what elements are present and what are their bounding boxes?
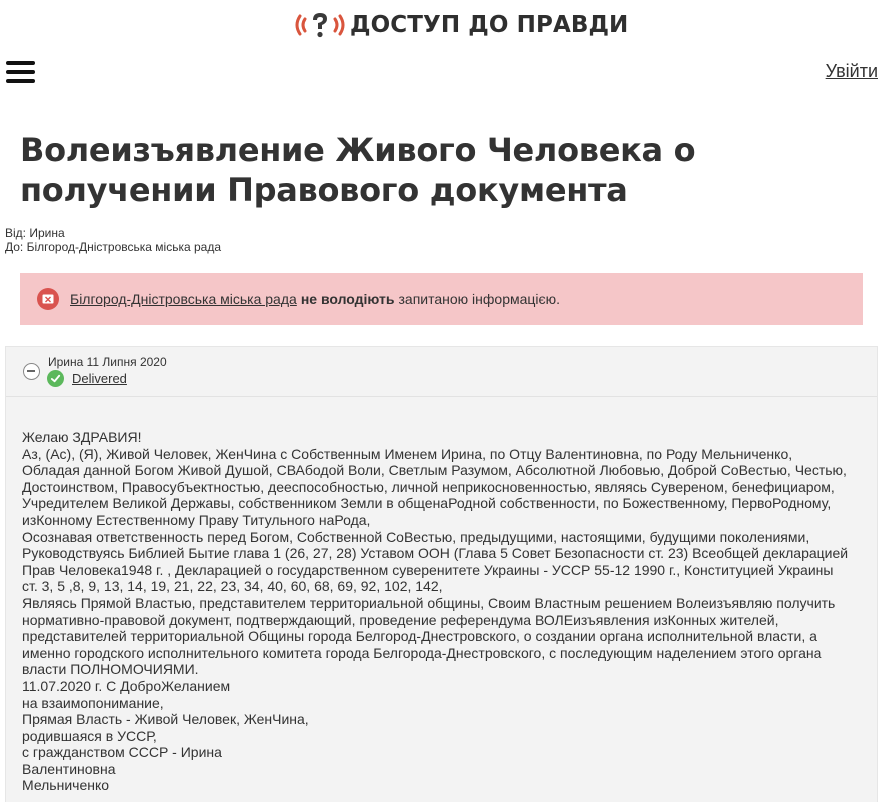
page-title: Волеизъявление Живого Человека о получении Правового документа [20,131,696,209]
collapse-icon[interactable] [23,363,40,380]
delivery-status [47,370,127,387]
message-line: с гражданством СССР - Ирина [22,744,222,761]
message-line: власти ПОЛНОМОЧИЯМИ. [22,661,199,678]
message-line: Осознавая ответственность перед Богом, Собственной СоВестью, предыдущими, настоящими, будущими поколениями, [22,528,810,545]
request-meta [5,226,221,254]
question-signal-icon [292,10,348,40]
status-text: запитаною інформацією. [398,291,561,307]
message-line: изКонному Естественному Праву Титульного наРода, [22,511,371,528]
rejected-icon [37,288,59,310]
hamburger-icon-bar [6,79,35,83]
message-line: Учредителем Великой Державы, собственником Земли в общенаРодной собственности, по Божественному, ПервоРодному, [22,495,832,512]
hamburger-icon [6,61,35,65]
to-label: До: Білгород-Дністровська міська рада [5,240,222,254]
message-line: нормативно-правовой документ, подтверждающий, проведение референдума ВОЛЕизъявления изКонных жителей, [22,611,779,628]
message-body [22,429,872,794]
message-line: ст. 3, 5 ,8, 9, 13, 14, 19, 21, 22, 23, 34, 40, 60, 68, 69, 92, 102, 142, [22,578,443,595]
message-line: Руководствуясь Библией Бытие глава 1 (26, 27, 28) Уставом ООН (Глава 5 Совет Безопасности ст. 23) Всеобщей декларацией [22,545,849,562]
authority-link[interactable]: Білгород-Дністровська міська рада [70,291,297,307]
message-line: на взаимопонимание, [22,694,164,711]
login-link[interactable]: Увійти [825,61,878,81]
message-line: представителей территориальной Общины города Белгород-Днестровского, о создании органа исполнительной власти, а [22,628,817,645]
correspondence-message [5,346,878,802]
message-header [6,347,877,397]
message-line: именно городского исполнительного комитета города Белгорода-Днестровского, с последующим наделением этого органа [22,644,822,661]
message-line: Обладая данной Богом Живой Душой, СВАбодой Воли, Светлым Разумом, Абсолютной Любовью, Доброй СоВестью, Честью, [22,462,847,479]
message-line: Аз, (Ас), (Я), Живой Человек, ЖенЧина с Собственным Именем Ирина, по Отцу Валентиновна, по Роду Мельниченко, [22,445,793,462]
hamburger-icon-bar [6,70,35,74]
message-line: Прямая Власть - Живой Человек, ЖенЧина, [22,711,309,728]
menu-button[interactable] [6,61,36,84]
message-line: Прав Человека1948 г. , Декларацией о государственном суверенитете Украины - УССР 55-12 1990 г., Конституцией Украины [22,561,834,578]
status-alert [20,273,863,325]
check-circle-icon [47,370,64,387]
logo-text: ДОСТУП ДО ПРАВДИ [350,12,629,38]
delivery-status-link[interactable]: Delivered [72,371,127,386]
status-bold-text: не володіють [300,291,395,307]
message-line: 11.07.2020 г. С ДоброЖеланием [22,677,231,694]
site-logo[interactable] [292,9,628,41]
message-line: родившаяся в УССР, [22,727,157,744]
message-line: Достоинством, Правосубъектностью, дееспособностью, личной неприкосновенностью, являясь Сувереном, бенефициаром, [22,478,835,495]
message-line: Желаю ЗДРАВИЯ! [22,429,142,445]
from-label: Від: Ирина [5,226,65,240]
message-line: Валентиновна [22,760,116,777]
message-author-date: Ирина 11 Липня 2020 [48,355,167,369]
message-line: Мельниченко [22,777,110,794]
message-line: Являясь Прямой Властью, представителем территориальной общины, Своим Властным решением Волеизъявляю получить [22,594,836,611]
